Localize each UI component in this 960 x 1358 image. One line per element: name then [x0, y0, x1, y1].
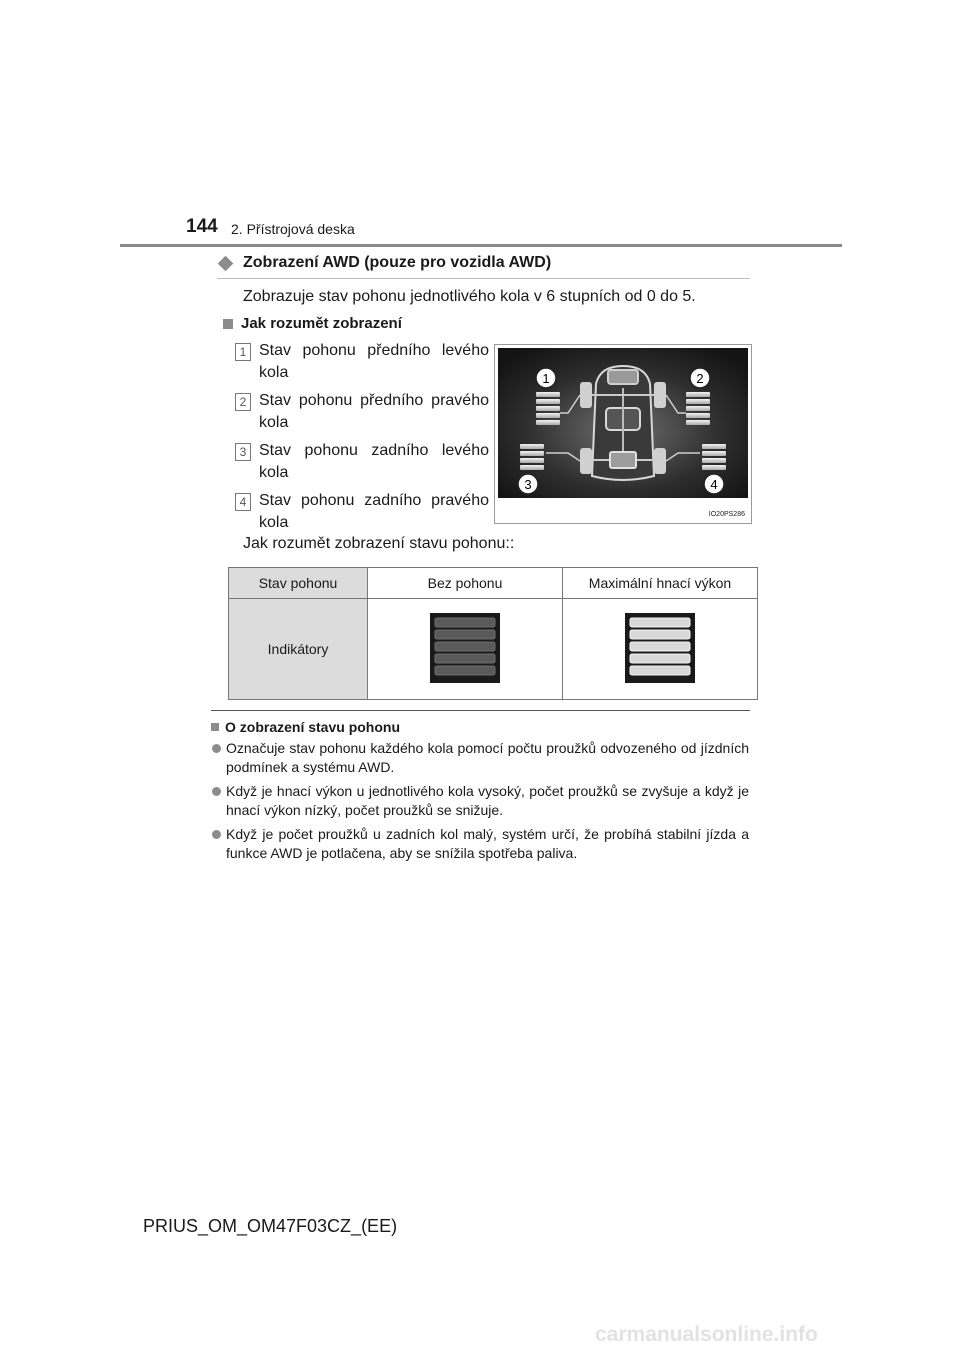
legend-item — [235, 340, 489, 384]
callout-1-label: 1 — [542, 371, 550, 386]
indicator-front-right — [686, 392, 710, 425]
wheel-front-left-icon — [580, 382, 592, 408]
note-heading-text: O zobrazení stavu pohonu — [225, 719, 401, 735]
bullet-text: Když je hnací výkon u jednotlivého kola vysoký, počet proužků se zvyšuje a když je hnací výkon nízký, počet proužků se snižuje. — [226, 783, 749, 818]
awd-display-illustration — [498, 348, 748, 498]
list-item — [211, 825, 749, 863]
wheel-rear-right-icon — [654, 448, 666, 474]
indicator-cell-none — [368, 599, 563, 700]
legend-text: Stav pohonu zadního levého kola — [259, 442, 489, 481]
footer-code: PRIUS_OM_OM47F03CZ_(EE) — [143, 1216, 398, 1236]
round-bullet-icon — [212, 744, 221, 753]
car-silhouette-icon — [590, 366, 656, 480]
figure-code: IO20PS286 — [708, 511, 745, 518]
legend-text: Stav pohonu předního levého kola — [259, 342, 489, 381]
indicator-no-drive-icon — [430, 613, 500, 683]
square-bullet-icon — [211, 723, 219, 731]
legend-text: Stav pohonu zadního pravého kola — [259, 492, 489, 531]
chapter-title: 2. Přístrojová deska — [231, 221, 355, 237]
indicator-bar — [435, 666, 495, 675]
list-item — [211, 782, 749, 820]
wheel-front-right-icon — [654, 382, 666, 408]
awd-display-figure — [494, 344, 752, 524]
table-intro: Jak rozumět zobrazení stavu pohonu:: — [243, 535, 515, 552]
indicator-max-drive-icon — [625, 613, 695, 683]
square-bullet-icon — [223, 319, 233, 329]
header-divider — [120, 244, 842, 247]
subheading-text: Jak rozumět zobrazení — [241, 315, 402, 332]
legend-number: 4 — [235, 493, 251, 511]
diamond-bullet-icon — [218, 255, 234, 271]
table-row — [229, 599, 758, 700]
indicator-cell-max — [563, 599, 758, 700]
indicator-bar — [435, 618, 495, 627]
page-number: 144 — [186, 216, 218, 237]
section-divider — [217, 278, 750, 279]
note-heading — [211, 719, 400, 735]
round-bullet-icon — [212, 787, 221, 796]
indicator-bar — [630, 666, 690, 675]
subheading — [223, 315, 402, 332]
section-title-text: Zobrazení AWD (pouze pro vozidla AWD) — [243, 254, 552, 271]
row-label-cell: Indikátory — [229, 599, 368, 700]
indicator-bar — [630, 630, 690, 639]
legend-item — [235, 390, 489, 434]
legend-number: 2 — [235, 393, 251, 411]
watermark: carmanualsonline.info — [595, 1323, 818, 1346]
legend-number: 3 — [235, 443, 251, 461]
indicator-bar — [630, 642, 690, 651]
table-header-cell: Bez pohonu — [368, 568, 563, 599]
legend-list — [235, 340, 489, 540]
list-item — [211, 739, 749, 777]
legend-number: 1 — [235, 343, 251, 361]
legend-item — [235, 490, 489, 534]
note-bullets — [211, 739, 749, 868]
callout-2-label: 2 — [696, 371, 704, 386]
note-divider — [211, 710, 750, 711]
legend-item — [235, 440, 489, 484]
indicator-bar — [435, 630, 495, 639]
callout-4-label: 4 — [710, 477, 718, 492]
callout-3-label: 3 — [524, 477, 532, 492]
indicator-bar — [435, 642, 495, 651]
indicator-bar — [630, 654, 690, 663]
section-intro: Zobrazuje stav pohonu jednotlivého kola v 6 stupních od 0 do 5. — [243, 288, 696, 305]
legend-text: Stav pohonu předního pravého kola — [259, 392, 489, 431]
table-header-cell: Maximální hnací výkon — [563, 568, 758, 599]
bullet-text: Když je počet proužků u zadních kol malý, systém určí, že probíhá stabilní jízda a funkce AWD je potlačena, aby se snížila spotřeba paliva. — [226, 826, 749, 861]
table-header-cell: Stav pohonu — [229, 568, 368, 599]
indicator-front-left — [536, 392, 560, 425]
indicator-bar — [435, 654, 495, 663]
section-title — [218, 254, 551, 272]
round-bullet-icon — [212, 830, 221, 839]
indicator-bar — [630, 618, 690, 627]
wheel-rear-left-icon — [580, 448, 592, 474]
bullet-text: Označuje stav pohonu každého kola pomocí počtu proužků odvozeného od jízdních podmínek a systému AWD. — [226, 740, 749, 775]
table-header-row — [229, 568, 758, 599]
indicator-table — [228, 567, 758, 700]
